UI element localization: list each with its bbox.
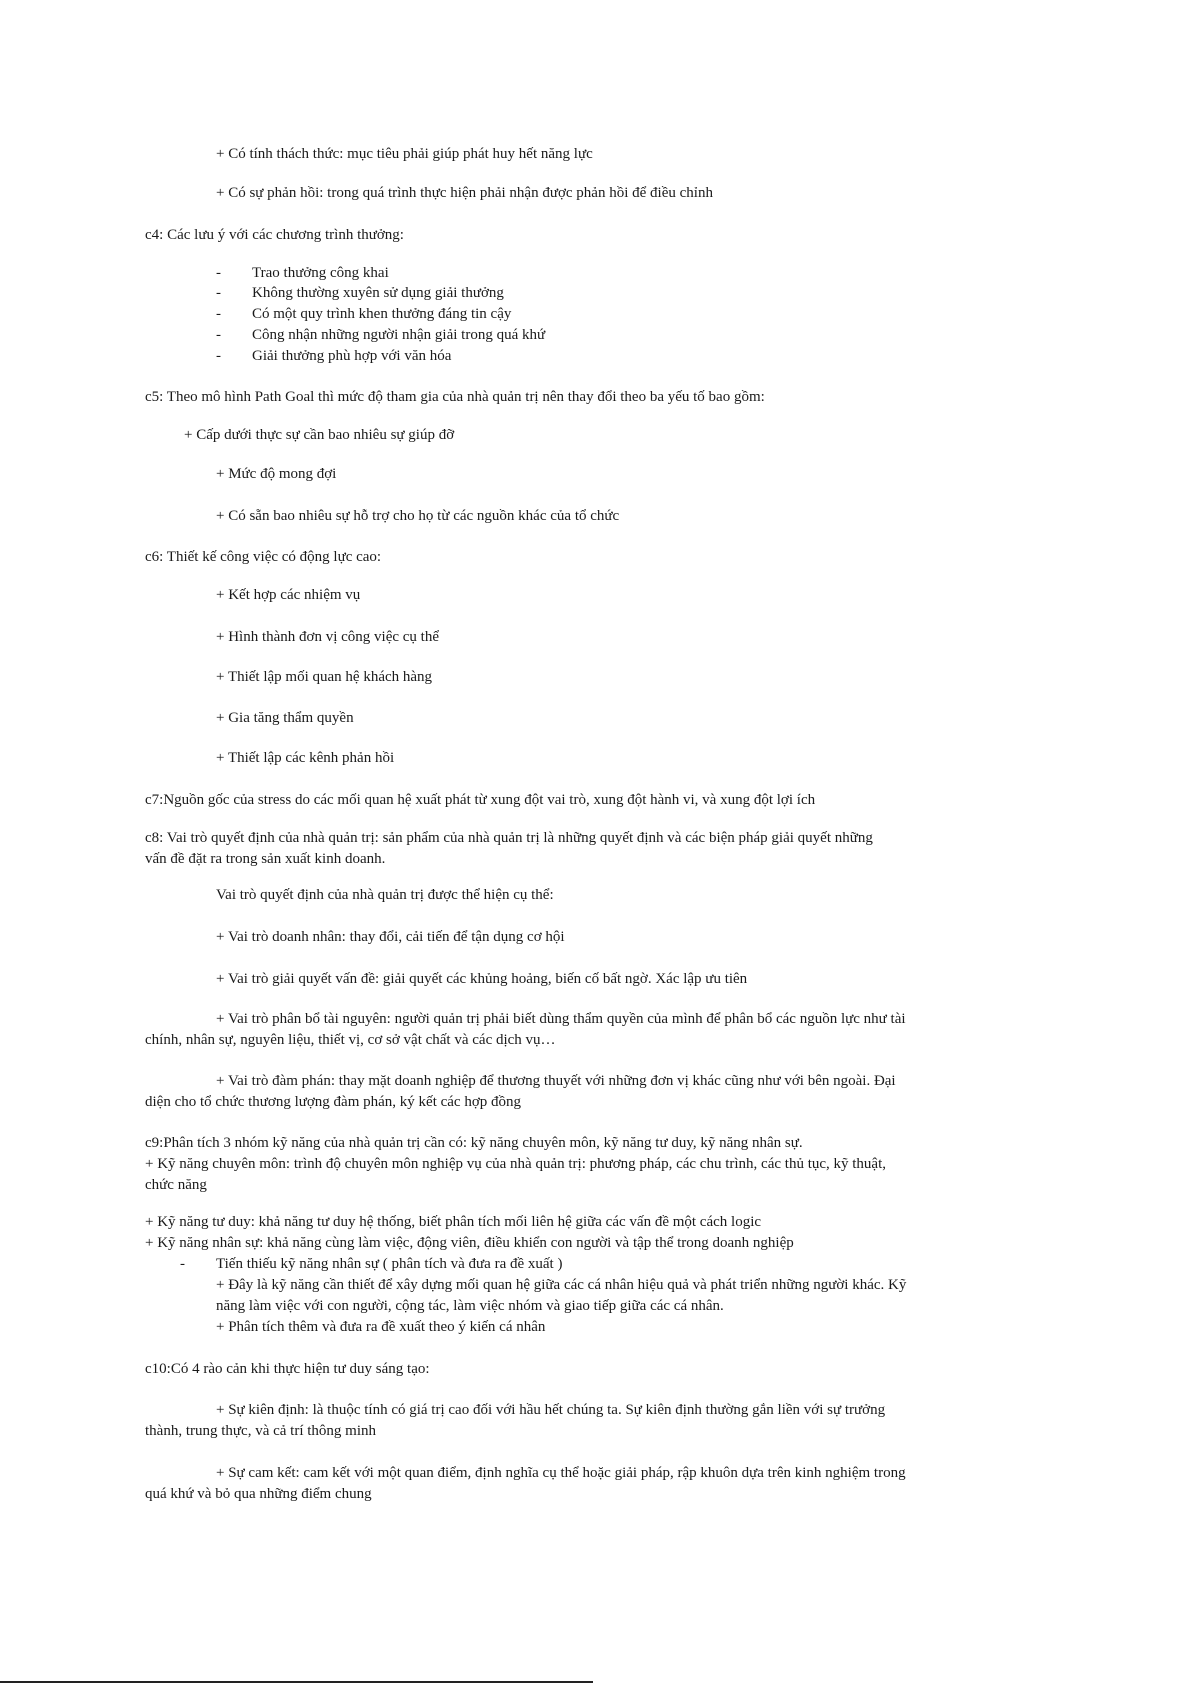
c9-heading: c9:Phân tích 3 nhóm kỹ năng của nhà quản trị cần có: kỹ năng chuyên môn, kỹ năng tư duy, kỹ năng nhân sự. bbox=[145, 1135, 803, 1151]
bullet-dash: - bbox=[216, 285, 221, 301]
c10-consistency-line1: + Sự kiên định: là thuộc tính có giá trị cao đối với hầu hết chúng ta. Sự kiên định thường gắn liền với sự trưởng bbox=[216, 1402, 886, 1418]
page-bottom-rule bbox=[0, 1681, 593, 1683]
bullet-dash: - bbox=[180, 1256, 185, 1272]
c8-intro: Vai trò quyết định của nhà quản trị được thể hiện cụ thể: bbox=[216, 887, 554, 903]
c8-problem-role: + Vai trò giải quyết vấn đề: giải quyết các khủng hoảng, biến cố bất ngờ. Xác lập ưu tiên bbox=[216, 971, 748, 987]
c10-consistency-line2: thành, trung thực, và cả trí thông minh bbox=[145, 1423, 376, 1439]
bullet-dash: - bbox=[216, 348, 221, 364]
c9-lacking-skill: Tiến thiếu kỹ năng nhân sự ( phân tích và đưa ra đề xuất ) bbox=[216, 1256, 563, 1272]
c9-note-line3: + Phân tích thêm và đưa ra đề xuất theo ý kiến cá nhân bbox=[216, 1319, 546, 1335]
c6-heading: c6: Thiết kế công việc có động lực cao: bbox=[145, 549, 382, 565]
c8-negotiator-role-line2: diện cho tổ chức thương lượng đàm phán, ký kết các hợp đồng bbox=[145, 1094, 522, 1110]
c10-commitment-line2: quá khứ và bỏ qua những điểm chung bbox=[145, 1486, 372, 1502]
c4-list-item: Không thường xuyên sử dụng giải thưởng bbox=[252, 285, 504, 301]
c5-item: + Cấp dưới thực sự cần bao nhiêu sự giúp đỡ bbox=[184, 427, 455, 443]
c9-note-line2: năng làm việc với con người, cộng tác, làm việc nhóm và giao tiếp giữa các cá nhân. bbox=[216, 1298, 724, 1314]
c3-feedback-line: + Có sự phản hồi: trong quá trình thực hiện phải nhận được phản hồi để điều chỉnh bbox=[216, 185, 713, 201]
c10-commitment-line1: + Sự cam kết: cam kết với một quan điểm, định nghĩa cụ thể hoặc giải pháp, rập khuôn dựa trên kinh nghiệm trong bbox=[216, 1465, 906, 1481]
c4-list-item: Trao thưởng công khai bbox=[252, 265, 389, 281]
c6-item: + Thiết lập mối quan hệ khách hàng bbox=[216, 669, 433, 685]
c8-entrepreneur-role: + Vai trò doanh nhân: thay đổi, cải tiến để tận dụng cơ hội bbox=[216, 929, 565, 945]
c9-conceptual-skill: + Kỹ năng tư duy: khả năng tư duy hệ thống, biết phân tích mối liên hệ giữa các vấn đề một cách logic bbox=[145, 1214, 762, 1230]
c9-technical-line2: chức năng bbox=[145, 1177, 207, 1193]
c9-human-skill: + Kỹ năng nhân sự: khả năng cùng làm việc, động viên, điều khiển con người và tập thể trong doanh nghiệp bbox=[145, 1235, 794, 1251]
c9-note-line1: + Đây là kỹ năng cần thiết để xây dựng mối quan hệ giữa các cá nhân hiệu quả và phát triển những người khác. Kỹ bbox=[216, 1277, 907, 1293]
c4-list-item: Có một quy trình khen thưởng đáng tin cậy bbox=[252, 306, 512, 322]
c5-item: + Mức độ mong đợi bbox=[216, 466, 337, 482]
bullet-dash: - bbox=[216, 327, 221, 343]
c3-challenge-line: + Có tính thách thức: mục tiêu phải giúp phát huy hết năng lực bbox=[216, 146, 593, 162]
c7-paragraph: c7:Nguồn gốc của stress do các mối quan hệ xuất phát từ xung đột vai trò, xung đột hành vi, và xung đột lợi ích bbox=[145, 792, 816, 808]
c6-item: + Gia tăng thẩm quyền bbox=[216, 710, 354, 726]
c8-resource-role-line1: + Vai trò phân bổ tài nguyên: người quản trị phải biết dùng thẩm quyền của mình để phân bổ các nguồn lực như tài bbox=[216, 1011, 906, 1027]
c6-item: + Thiết lập các kênh phản hồi bbox=[216, 750, 395, 766]
c6-item: + Hình thành đơn vị công việc cụ thể bbox=[216, 629, 440, 645]
c8-heading-line2: vấn đề đặt ra trong sản xuất kinh doanh. bbox=[145, 851, 386, 867]
c6-item: + Kết hợp các nhiệm vụ bbox=[216, 587, 361, 603]
c5-heading: c5: Theo mô hình Path Goal thì mức độ tham gia của nhà quản trị nên thay đổi theo ba yếu tố bao gồm: bbox=[145, 389, 765, 405]
c8-negotiator-role-line1: + Vai trò đàm phán: thay mặt doanh nghiệp để thương thuyết với những đơn vị khác cũng như với bên ngoài. Đại bbox=[216, 1073, 896, 1089]
c4-list-item: Giải thưởng phù hợp với văn hóa bbox=[252, 348, 452, 364]
c4-heading: c4: Các lưu ý với các chương trình thưởng: bbox=[145, 227, 404, 243]
c8-resource-role-line2: chính, nhân sự, nguyên liệu, thiết vị, cơ sở vật chất và các dịch vụ… bbox=[145, 1032, 556, 1048]
c9-technical-line1: + Kỹ năng chuyên môn: trình độ chuyên môn nghiệp vụ của nhà quản trị: phương pháp, các chu trình, các thủ tục, kỹ thuật, bbox=[145, 1156, 887, 1172]
c4-list-item: Công nhận những người nhận giải trong quá khứ bbox=[252, 327, 546, 343]
c8-heading-line1: c8: Vai trò quyết định của nhà quản trị: sản phẩm của nhà quản trị là những quyết định và các biện pháp giải quyết những bbox=[145, 830, 873, 846]
c5-item: + Có sẵn bao nhiêu sự hỗ trợ cho họ từ các nguồn khác của tổ chức bbox=[216, 508, 620, 524]
c10-heading: c10:Có 4 rào cản khi thực hiện tư duy sáng tạo: bbox=[145, 1361, 430, 1377]
bullet-dash: - bbox=[216, 306, 221, 322]
bullet-dash: - bbox=[216, 265, 221, 281]
